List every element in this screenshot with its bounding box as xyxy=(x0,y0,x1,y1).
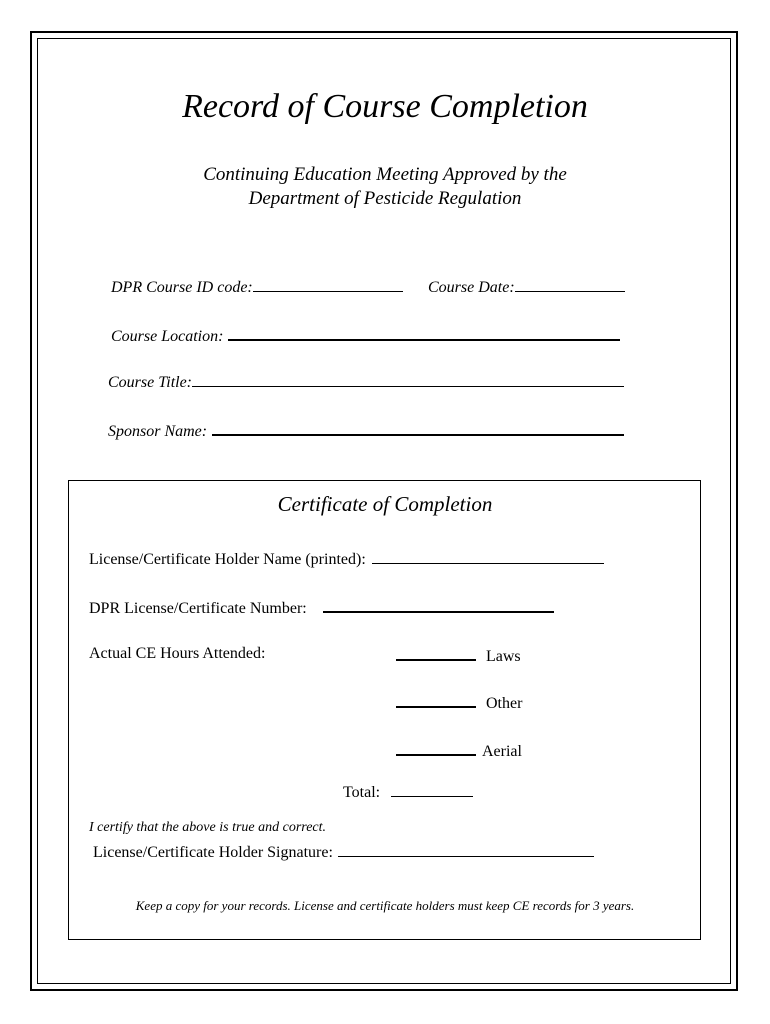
course-date-line[interactable] xyxy=(515,277,625,292)
holder-name-line[interactable] xyxy=(372,549,604,564)
course-location-label: Course Location: xyxy=(111,328,224,345)
hours-laws-label: Laws xyxy=(486,648,521,665)
course-id-line[interactable] xyxy=(253,277,403,292)
hours-laws-line[interactable] xyxy=(396,645,476,661)
signature-line[interactable] xyxy=(338,842,594,857)
sponsor-name-line[interactable] xyxy=(212,420,624,436)
sponsor-name-field xyxy=(108,420,624,441)
holder-name-label: License/Certificate Holder Name (printed): xyxy=(89,551,366,568)
course-id-label: DPR Course ID code: xyxy=(111,279,253,296)
license-number-line[interactable] xyxy=(323,597,554,613)
total-field xyxy=(343,782,473,802)
hours-label-field xyxy=(89,645,265,663)
course-title-label: Course Title: xyxy=(108,374,193,391)
footer-note: Keep a copy for your records. License and certificate holders must keep CE records for 3 years. xyxy=(135,898,635,913)
hours-laws-field xyxy=(396,645,521,666)
course-date-label: Course Date: xyxy=(428,279,515,296)
course-title-line[interactable] xyxy=(192,372,624,387)
form-subtitle-line1: Continuing Education Meeting Approved by the xyxy=(203,164,567,185)
holder-name-field xyxy=(89,549,604,569)
hours-aerial-line[interactable] xyxy=(396,740,476,756)
total-label: Total: xyxy=(343,784,381,801)
license-number-label: DPR License/Certificate Number: xyxy=(89,600,307,617)
hours-aerial-label: Aerial xyxy=(482,743,522,760)
form-title: Record of Course Completion xyxy=(182,88,588,125)
hours-other-field xyxy=(396,692,522,713)
hours-label: Actual CE Hours Attended: xyxy=(89,645,266,662)
hours-other-line[interactable] xyxy=(396,692,476,708)
total-line[interactable] xyxy=(391,782,473,797)
sponsor-name-label: Sponsor Name: xyxy=(108,423,208,440)
course-title-field xyxy=(108,372,624,392)
course-id-field xyxy=(111,277,403,297)
signature-label: License/Certificate Holder Signature: xyxy=(93,844,333,861)
hours-aerial-field xyxy=(396,740,522,761)
form-subtitle-line2: Department of Pesticide Regulation xyxy=(248,188,522,209)
hours-other-label: Other xyxy=(486,695,523,712)
course-date-field xyxy=(428,277,625,297)
course-location-line[interactable] xyxy=(228,325,620,341)
license-number-field xyxy=(89,597,554,618)
certificate-title: Certificate of Completion xyxy=(277,492,493,516)
certify-text: I certify that the above is true and correct. xyxy=(89,820,327,835)
signature-field xyxy=(93,842,594,862)
course-location-field xyxy=(111,325,620,346)
